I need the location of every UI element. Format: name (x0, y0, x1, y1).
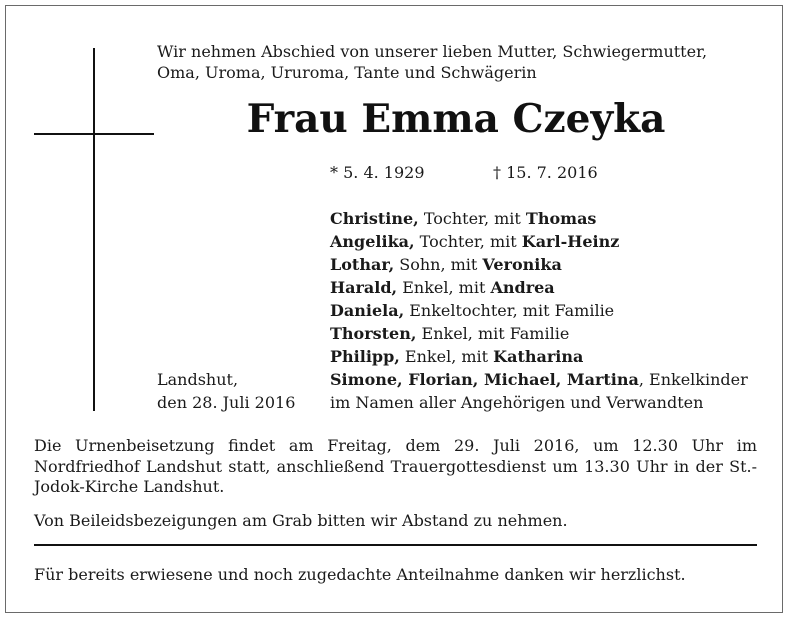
mourner-partner: Veronika (482, 255, 562, 274)
closing-line: im Namen aller Angehörigen und Verwandten (330, 393, 704, 412)
mourner-name: Angelika, (330, 232, 415, 251)
intro-line-1: Wir nehmen Abschied von unserer lieben Mutter, Schwiegermutter, (157, 42, 708, 61)
mourner-name: Simone, Florian, Michael, Martina (330, 370, 639, 389)
mourner-relation: , Enkelkinder (638, 370, 748, 389)
mourner-partner: Karl-Heinz (521, 232, 620, 251)
mourner-partner: Katharina (493, 347, 584, 366)
mourner-line (330, 345, 583, 368)
mourner-name: Lothar, (330, 255, 395, 274)
divider-rule (34, 544, 757, 546)
mourner-name: Harald, (330, 278, 398, 297)
mourner-partner: Thomas (525, 209, 597, 228)
mourner-name: Thorsten, (330, 324, 417, 343)
mourner-partner: Andrea (490, 278, 555, 297)
funeral-notice: Die Urnenbeisetzung findet am Freitag, dem 29. Juli 2016, um 12.30 Uhr im Nordfriedhof Landshut statt, anschließend Trauergottesdienst um 13.30 Uhr in der St.-Jodok-Kirche Landshut. (34, 436, 757, 496)
intro-line-2: Oma, Uroma, Ururoma, Tante und Schwägerin (157, 63, 537, 82)
mourner-relation: Sohn, mit (394, 255, 483, 274)
mourner-line (330, 253, 562, 276)
mourner-name: Philipp, (330, 347, 400, 366)
mourner-relation: Tochter, mit (418, 209, 526, 228)
date: den 28. Juli 2016 (157, 393, 296, 412)
thanks-line: Für bereits erwiesene und noch zugedachte Anteilnahme danken wir herzlichst. (34, 565, 686, 584)
death-date: † 15. 7. 2016 (493, 163, 598, 182)
mourner-relation: Enkel, mit (397, 278, 491, 297)
mourner-line (330, 368, 748, 391)
birth-date: * 5. 4. 1929 (330, 163, 425, 182)
mourner-line (330, 207, 596, 230)
mourner-line (330, 276, 555, 299)
mourner-relation: Enkel, mit Familie (416, 324, 570, 343)
mourner-line (330, 322, 569, 345)
condolence-note: Von Beileidsbezeigungen am Grab bitten wir Abstand zu nehmen. (34, 511, 568, 530)
mourner-relation: Enkel, mit (399, 347, 494, 366)
mourner-name: Daniela, (330, 301, 405, 320)
mourner-relation: Enkeltochter, mit Familie (404, 301, 615, 320)
mourner-line (330, 230, 619, 253)
mourner-relation: Tochter, mit (414, 232, 522, 251)
mourner-name: Christine, (330, 209, 419, 228)
place: Landshut, (157, 370, 239, 389)
deceased-name: Frau Emma Czeyka (246, 96, 666, 142)
mourner-line (330, 299, 614, 322)
